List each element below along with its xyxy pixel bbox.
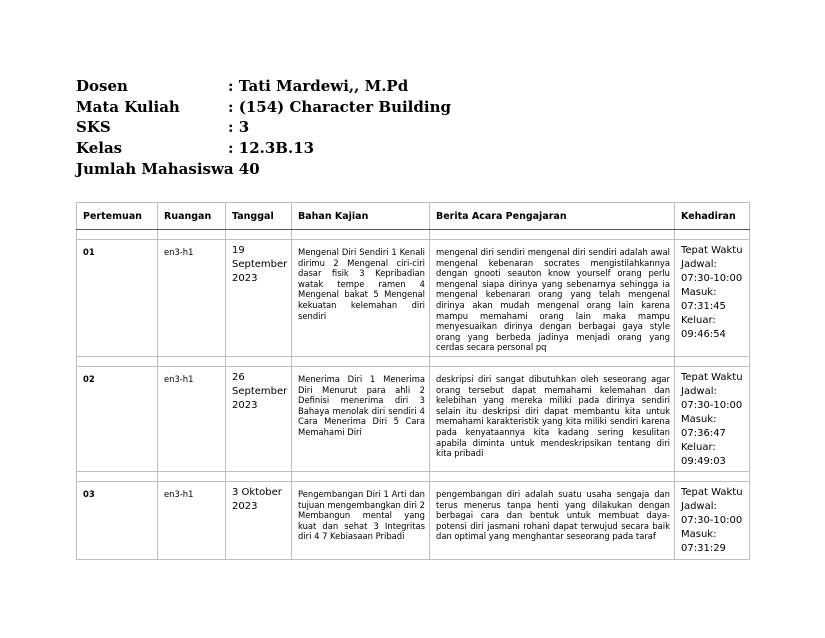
table-row bbox=[77, 240, 750, 357]
report-cell: deskripsi diri sangat dibutuhkan oleh seseorang agar orang tersebut dapat memahami kelemahan dan kelebihan yang mereka miliki pada dirinya sendiri selain itu deskripsi diri dapat membantu kita untuk memahami karakteristik yang kita miliki sendiri karena pada kenyataannya kita kadang sering kesulitan apabila diminta untuk mendeskripsikan tentang diri kita pribadi bbox=[430, 367, 675, 472]
col-header-meeting: Pertemuan bbox=[77, 203, 158, 230]
students-label: Jumlah Mahasiswa bbox=[76, 159, 234, 178]
meeting-cell: 03 bbox=[77, 482, 158, 560]
students-value: : 40 bbox=[228, 159, 260, 178]
attendance-cell: Tepat Waktu Jadwal: 07:30-10:00 Masuk: 07:31:29 bbox=[675, 482, 750, 560]
topic-cell: Pengembangan Diri 1 Arti dan tujuan mengembangkan diri 2 Membangun mental yang kuat dan sehat 3 Integritas diri 4 7 Kebiasaan Pribadi bbox=[292, 482, 430, 560]
info-row-lecturer bbox=[76, 76, 451, 97]
topic-cell: Menerima Diri 1 Menerima Diri Menurut para ahli 2 Definisi menerima diri 3 Bahaya menolak diri sendiri 4 Cara Menerima Diri 5 Cara Memahami Diri bbox=[292, 367, 430, 472]
info-row-credits bbox=[76, 117, 451, 138]
info-row-class bbox=[76, 138, 451, 159]
report-cell: pengembangan diri adalah suatu usaha sengaja dan terus menerus tanpa henti yang dilakukan dengan berbagai cara dan bentuk untuk membuat daya-potensi diri jasmani rohani dapat terwujud secara baik dan optimal yang menghantar seseorang pada taraf bbox=[430, 482, 675, 560]
attendance-cell: Tepat Waktu Jadwal: 07:30-10:00 Masuk: 07:31:45 Keluar: 09:46:54 bbox=[675, 240, 750, 357]
topic-cell: Mengenal Diri Sendiri 1 Kenali dirimu 2 Mengenal ciri-ciri dasar fisik 3 Kepribadian watak tempe ramen 4 Mengenal bakat 5 Mengenal kekuatan kelemahan diri sendiri bbox=[292, 240, 430, 357]
teaching-report-table bbox=[76, 202, 750, 560]
course-value: : (154) Character Building bbox=[228, 97, 451, 116]
table-row bbox=[77, 482, 750, 560]
table-spacer bbox=[77, 230, 750, 240]
col-header-attendance: Kehadiran bbox=[675, 203, 750, 230]
col-header-report: Berita Acara Pengajaran bbox=[430, 203, 675, 230]
credits-label: SKS bbox=[76, 118, 111, 137]
course-info bbox=[76, 76, 451, 180]
info-row-course bbox=[76, 97, 451, 118]
table-spacer bbox=[77, 472, 750, 482]
room-cell: en3-h1 bbox=[158, 367, 226, 472]
table-header-row bbox=[77, 203, 750, 230]
class-value: : 12.3B.13 bbox=[228, 139, 315, 158]
col-header-room: Ruangan bbox=[158, 203, 226, 230]
date-cell: 26 September 2023 bbox=[226, 367, 292, 472]
attendance-cell: Tepat Waktu Jadwal: 07:30-10:00 Masuk: 07:36:47 Keluar: 09:49:03 bbox=[675, 367, 750, 472]
col-header-topic: Bahan Kajian bbox=[292, 203, 430, 230]
lecturer-label: Dosen bbox=[76, 77, 128, 95]
credits-value: : 3 bbox=[228, 118, 250, 137]
date-cell: 19 September 2023 bbox=[226, 240, 292, 357]
meeting-cell: 02 bbox=[77, 367, 158, 472]
table-row bbox=[77, 367, 750, 472]
meeting-cell: 01 bbox=[77, 240, 158, 357]
col-header-date: Tanggal bbox=[226, 203, 292, 230]
class-label: Kelas bbox=[76, 139, 123, 158]
date-cell: 3 Oktober 2023 bbox=[226, 482, 292, 560]
room-cell: en3-h1 bbox=[158, 240, 226, 357]
lecturer-value: : Tati Mardewi,, M.Pd bbox=[228, 77, 409, 95]
report-cell: mengenal diri sendiri mengenal diri sendiri adalah awal mengenal kebenaran socrates mengistilahkannya dengan gnooti seauton know yourself orang perlu mengenal siapa dirinya yang sebenarnya sehingga ia mengenal kebenaran orang yang telah mengenal dirinya akan mudah mengenal orang lain karena mampu memahami orang lain maka mampu menyesuaikan dirinya dengan berbagai gaya style orang yang berbeda jadinya menjadi orang yang cerdas secara personal pq bbox=[430, 240, 675, 357]
course-label: Mata Kuliah bbox=[76, 97, 180, 116]
room-cell: en3-h1 bbox=[158, 482, 226, 560]
table-spacer bbox=[77, 357, 750, 367]
info-row-students bbox=[76, 159, 451, 180]
